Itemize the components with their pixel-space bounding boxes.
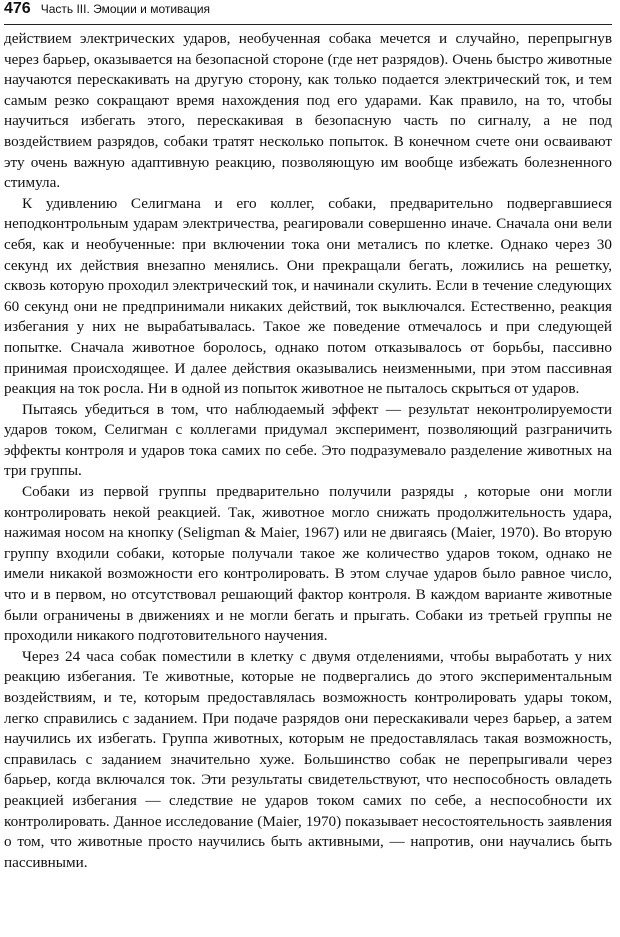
body-text xyxy=(4,29,612,873)
paragraph-1: действием электрических ударов, необученная собака мечется и случайно, перепрыгнув через барьер, оказывается на безопасной стороне (где нет разрядов). Очень быстро животные научаются перескакивать на другую сторону, как только подается электрический ток, и тем самым резко сокращают время нахождения под его ударами. Как правило, на то, чтобы научиться избегать этого, перескакивая в безопасную часть по сигналу, а не под воздействием разрядов, собаки тратят несколько попыток. В конечном счете они осваивают эту очень важную адаптивную реакцию, позволяющую им вообще избежать болезненного стимула. xyxy=(4,30,612,192)
page-number: 476 xyxy=(4,0,31,17)
page-header xyxy=(4,0,612,25)
running-head: Часть III. Эмоции и мотивация xyxy=(40,2,211,16)
paragraph-5: Через 24 часа собак поместили в клетку с двумя отделениями, чтобы выработать у них реакцию избегания. Те животные, которые не подвергались до этого экспериментальным воздействиям, и те, которым предоставлялась возможность контролировать удары током, легко справились с заданием. При подаче разрядов они перескакивали через барьер, а затем научились их избегать. Группа животных, которым не предоставлялась такая возможность, справилась с заданием значительно хуже. Большинство собак не перепрыгивали через барьер, когда включался ток. Эти результаты свидетельствуют, что неспособность овладеть реакцией избегания — следствие не ударов током самих по себе, а неспособности их контролировать. Данное исследование (Maier, 1970) показывает несостоятельность заявления о том, что животные просто научились быть активными, — напротив, они научались быть пассивными. xyxy=(4,647,612,871)
paragraph-2: К удивлению Селигмана и его коллег, собаки, предварительно подвергавшиеся неподконтрольным ударам электричества, реагировали совершенно иначе. Сначала они вели себя, как и необученные: при включении тока они металисъ по клетке. Однако через 30 секунд их действия внезапно менялись. Они прекращали бегать, ложились на решетку, сквозь которую проходил электрический ток, и начинали скулить. Если в течение следующих 60 секунд они не предпринимали никаких действий, ток выключался. Естественно, реакция избегания у них не вырабатывалась. Такое же поведение отмечалось и при следующей попытке. Сначала животное боролось, однако потом отказывалось от борьбы, пассивно принимая происходящее. И далее действия оказывались неизменными, при этом пассивная реакция на ток росла. Ни в одной из попыток животное не пыталось скрыться от ударов. xyxy=(4,194,612,398)
paragraph-4: Собаки из первой группы предварительно получили разряды , которые они могли контролировать некой реакцией. Так, животное могло снижать продолжительность удара, нажимая носом на кнопку (Seligman & Maier, 1967) или не двигаясь (Maier, 1970). Во вторую группу входили собаки, которые получали такое же количество ударов током, однако не имели никакой возможности его контролировать. В этом случае ударов было равное число, что и в первом, но отсутствовал решающий фактор контроля. В каждом варианте животные были ограничены в движениях и не могли бегать и прыгать. Собаки из третьей группы не проходили никакого подготовительного научения. xyxy=(4,483,612,645)
paragraph-3: Пытаясь убедиться в том, что наблюдаемый эффект — результат неконтролируемости ударов током, Селигман с коллегами придумал эксперимент, позволяющий разграничить эффекты контроля и ударов тока самих по себе. Это подразумевало разделение животных на три группы. xyxy=(4,400,612,480)
